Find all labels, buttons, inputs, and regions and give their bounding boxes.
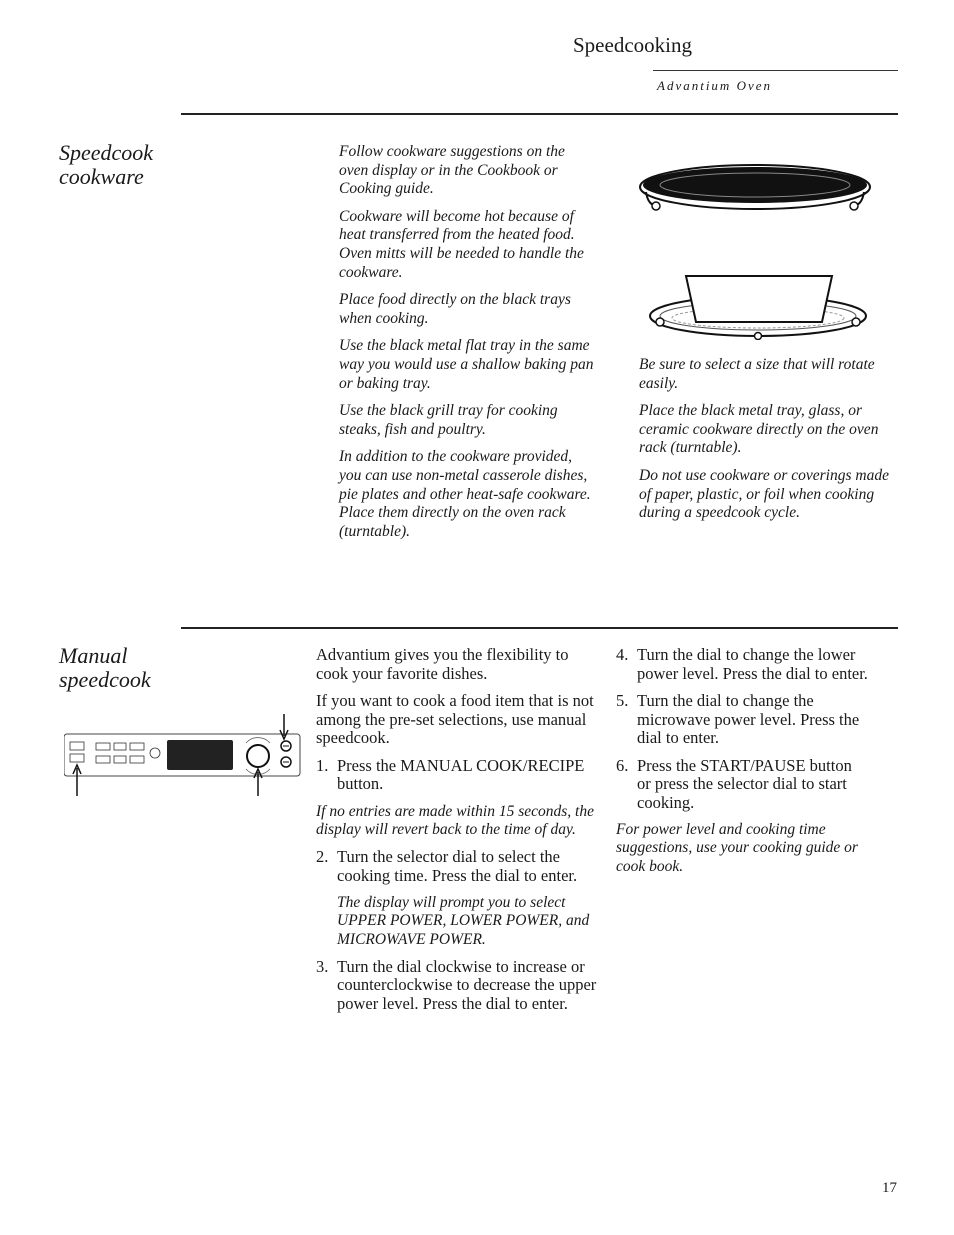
step-number: 3. [316,956,329,976]
cookware-paragraph: Use the black metal flat tray in the same way you would use a shallow baking pan or baking tray. [339,337,594,392]
manual-right-column [616,646,868,885]
step-item [616,692,868,748]
cookware-paragraph: Use the black grill tray for cooking steaks, fish and poultry. [339,402,558,438]
manual-steps [316,757,600,794]
step-text: Turn the dial clockwise to increase or counterclockwise to decrease the upper power level. Press the dial to enter. [337,956,597,1013]
manual-text-column [316,646,600,1022]
step-item [316,848,600,885]
step-text: Turn the dial to change the lower power level. Press the dial to enter. [637,645,868,683]
control-panel-illustration [64,712,304,798]
manual-note: For power level and cooking time suggestions, use your cooking guide or cook book. [616,821,858,875]
manual-note: The display will prompt you to select UPPER POWER, LOWER POWER, and MICROWAVE POWER. [337,894,590,948]
step-item [316,958,600,1014]
cookware-text-column [339,143,595,550]
cookware-right-paragraph: Do not use cookware or coverings made of paper, plastic, or foil when cooking during a speedcook cycle. [639,466,889,522]
step-item [616,646,868,683]
step-text: Press the MANUAL COOK/RECIPE button. [337,755,585,793]
step-text: Turn the selector dial to select the cooking time. Press the dial to enter. [337,847,578,885]
cookware-right-paragraph: Be sure to select a size that will rotate easily. [639,356,875,392]
step-text: Press the START/PAUSE button or press the selector dial to start cooking. [637,755,852,812]
step-text: Turn the dial to change the microwave power level. Press the dial to enter. [637,691,860,747]
manual-intro: Advantium gives you the flexibility to cook your favorite dishes. [316,645,569,683]
page-subtitle: Advantium Oven [657,78,773,93]
manual-note: If no entries are made within 15 seconds, the display will revert back to the time of day. [316,802,594,838]
step-item [616,757,868,813]
step-number: 2. [316,847,329,867]
manual-steps [316,848,600,885]
manual-intro: If you want to cook a food item that is not among the pre-set selections, use manual speedcook. [316,691,594,747]
section-heading-manual: Manual speedcook [59,643,151,692]
cookware-paragraph: In addition to the cookware provided, you can use non-metal casserole dishes, pie plates and other heat-safe cookware. Place them directly on the oven rack (turntable). [339,448,591,540]
section-divider-cookware [181,113,898,115]
cookware-paragraph: Place food directly on the black trays when cooking. [339,291,571,327]
header-divider [653,70,898,71]
step-number: 4. [616,645,629,664]
page-number: 17 [882,1180,897,1196]
section-divider-manual [181,627,898,629]
page-title: Speedcooking [573,33,692,57]
step-item [316,757,600,794]
flat-tray-illustration [636,160,876,220]
step-number: 1. [316,755,329,775]
manual-steps [616,646,868,812]
cookware-right-paragraph: Place the black metal tray, glass, or ceramic cookware directly on the oven rack (turntable). [639,402,879,457]
step-number: 5. [616,691,629,710]
cookware-paragraph: Follow cookware suggestions on the oven display or in the Cookbook or Cooking guide. [339,143,565,198]
step-number: 6. [616,755,629,775]
manual-steps [316,958,600,1014]
turntable-dish-illustration [646,272,874,340]
cookware-paragraph: Cookware will become hot because of heat transferred from the heated food. Oven mitts will be needed to handle the cookware. [339,207,584,281]
section-heading-cookware: Speedcook cookware [59,140,154,189]
cookware-right-column [639,356,897,532]
